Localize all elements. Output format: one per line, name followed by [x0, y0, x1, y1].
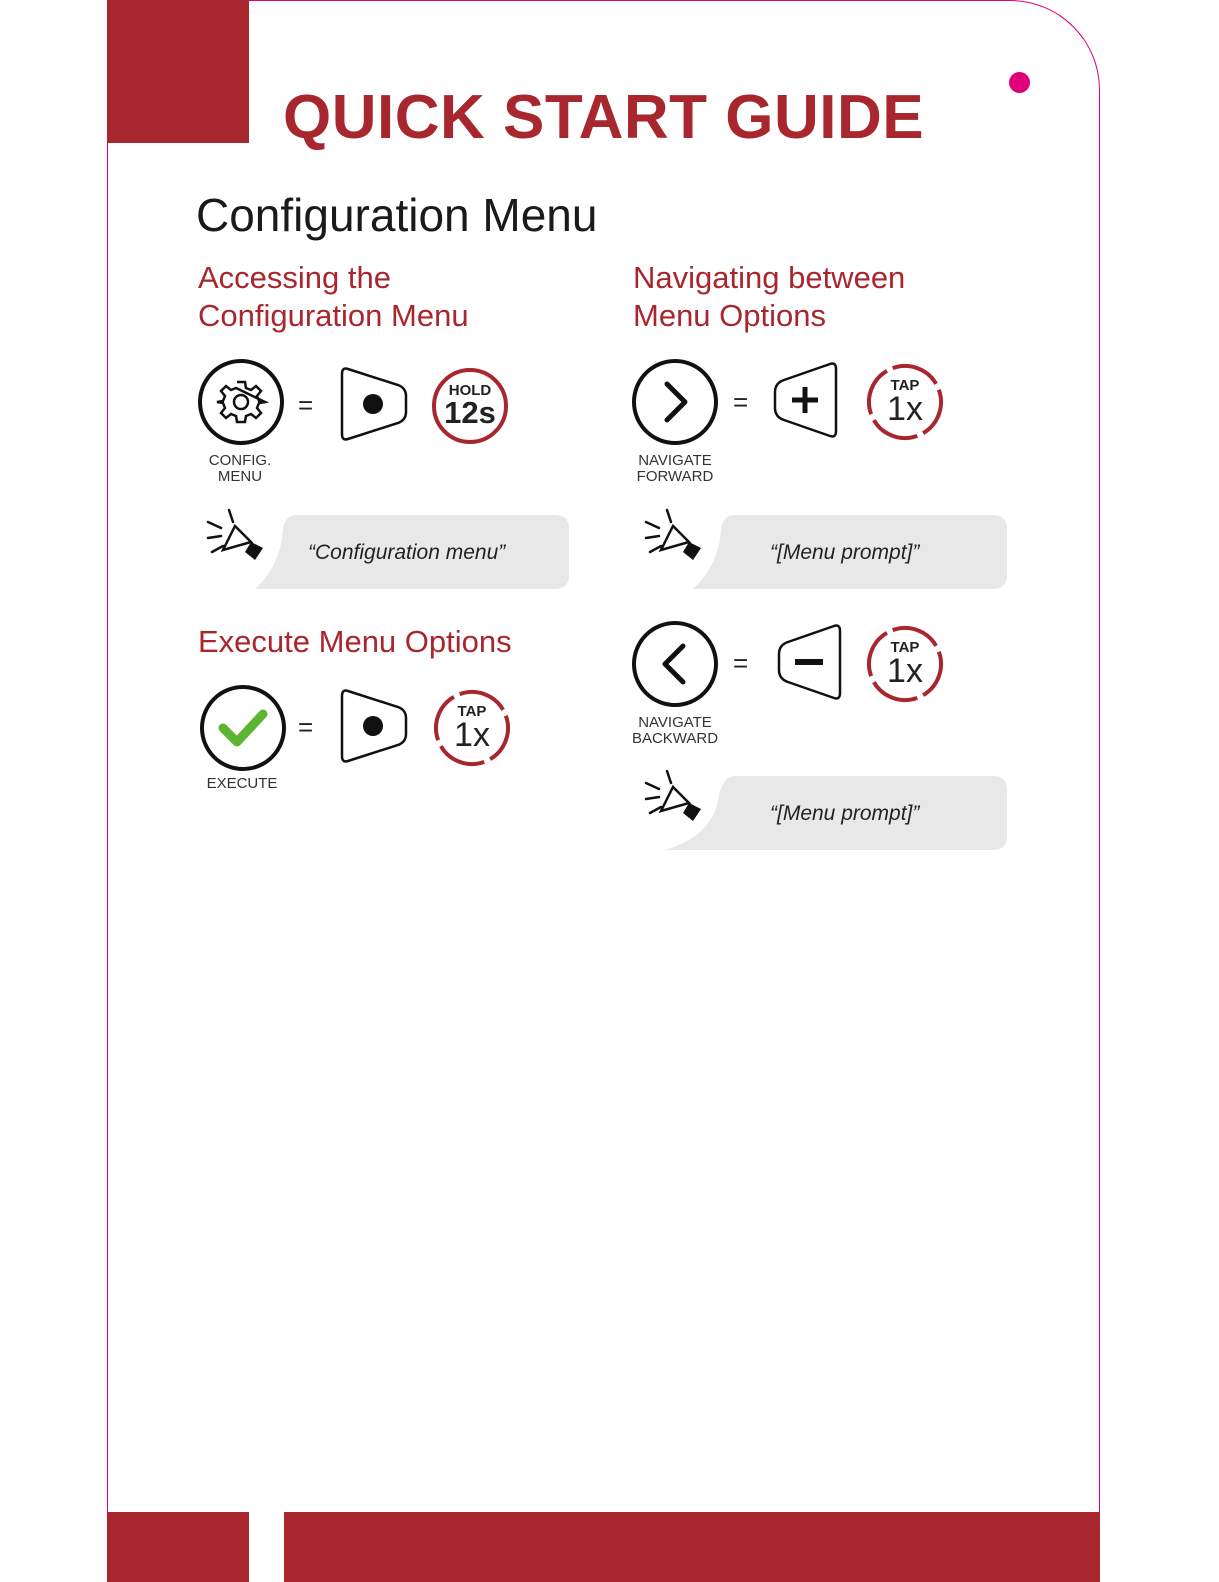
navigate-backward-label	[615, 715, 735, 747]
tap-badge-value: 1x	[887, 390, 923, 428]
footer-bar-left	[107, 1512, 249, 1582]
registration-dot	[1009, 72, 1030, 93]
tap-badge-icon	[865, 362, 945, 442]
navigating-heading	[633, 259, 905, 335]
tap-badge-icon	[865, 624, 945, 704]
forward-label-line2: FORWARD	[636, 468, 714, 485]
corner-block	[107, 0, 249, 143]
config-menu-label	[180, 453, 300, 485]
forward-prompt-text: “[Menu prompt]”	[770, 541, 920, 564]
forward-label-line1: NAVIGATE	[638, 452, 712, 469]
footer-bar-right	[284, 1512, 1100, 1582]
hold-badge-top: HOLD	[448, 382, 492, 399]
hold-badge-icon	[430, 366, 510, 446]
accessing-heading-line2: Configuration Menu	[198, 298, 469, 333]
execute-label: EXECUTE	[206, 775, 278, 792]
gear-icon	[197, 358, 285, 446]
equals-sign: =	[733, 648, 749, 678]
backward-label-line2: BACKWARD	[631, 730, 719, 747]
chevron-right-icon	[631, 358, 719, 446]
execute-heading: Execute Menu Options	[198, 624, 512, 659]
center-button-icon	[340, 367, 410, 441]
hold-badge-value: 12s	[444, 395, 496, 430]
config-label-line2: MENU	[217, 468, 263, 485]
equals-sign: =	[733, 387, 749, 417]
navigating-heading-line1: Navigating between	[633, 260, 906, 295]
tap-badge-top: TAP	[890, 639, 920, 656]
tap-badge-value: 1x	[887, 652, 923, 690]
config-prompt-text: “Configuration menu”	[308, 541, 506, 564]
accessing-heading-line1: Accessing the	[198, 260, 391, 295]
navigate-forward-label	[615, 453, 735, 485]
accessing-heading	[198, 259, 469, 335]
section-title: Configuration Menu	[196, 189, 598, 241]
guide-title: QUICK START GUIDE	[283, 83, 925, 152]
backward-prompt-text: “[Menu prompt]”	[770, 802, 920, 825]
tap-badge-top: TAP	[890, 377, 920, 394]
backward-label-line1: NAVIGATE	[638, 714, 712, 731]
chevron-left-icon	[631, 620, 719, 708]
center-button-icon	[340, 689, 410, 763]
tap-badge-value: 1x	[454, 716, 490, 754]
tap-badge-icon	[432, 688, 512, 768]
equals-sign: =	[298, 712, 314, 742]
navigating-heading-line2: Menu Options	[633, 298, 826, 333]
minus-button-icon	[776, 624, 842, 700]
check-icon	[199, 684, 287, 772]
plus-button-icon	[772, 362, 838, 438]
tap-badge-top: TAP	[457, 703, 487, 720]
config-label-line1: CONFIG.	[208, 452, 272, 469]
equals-sign: =	[298, 390, 314, 420]
